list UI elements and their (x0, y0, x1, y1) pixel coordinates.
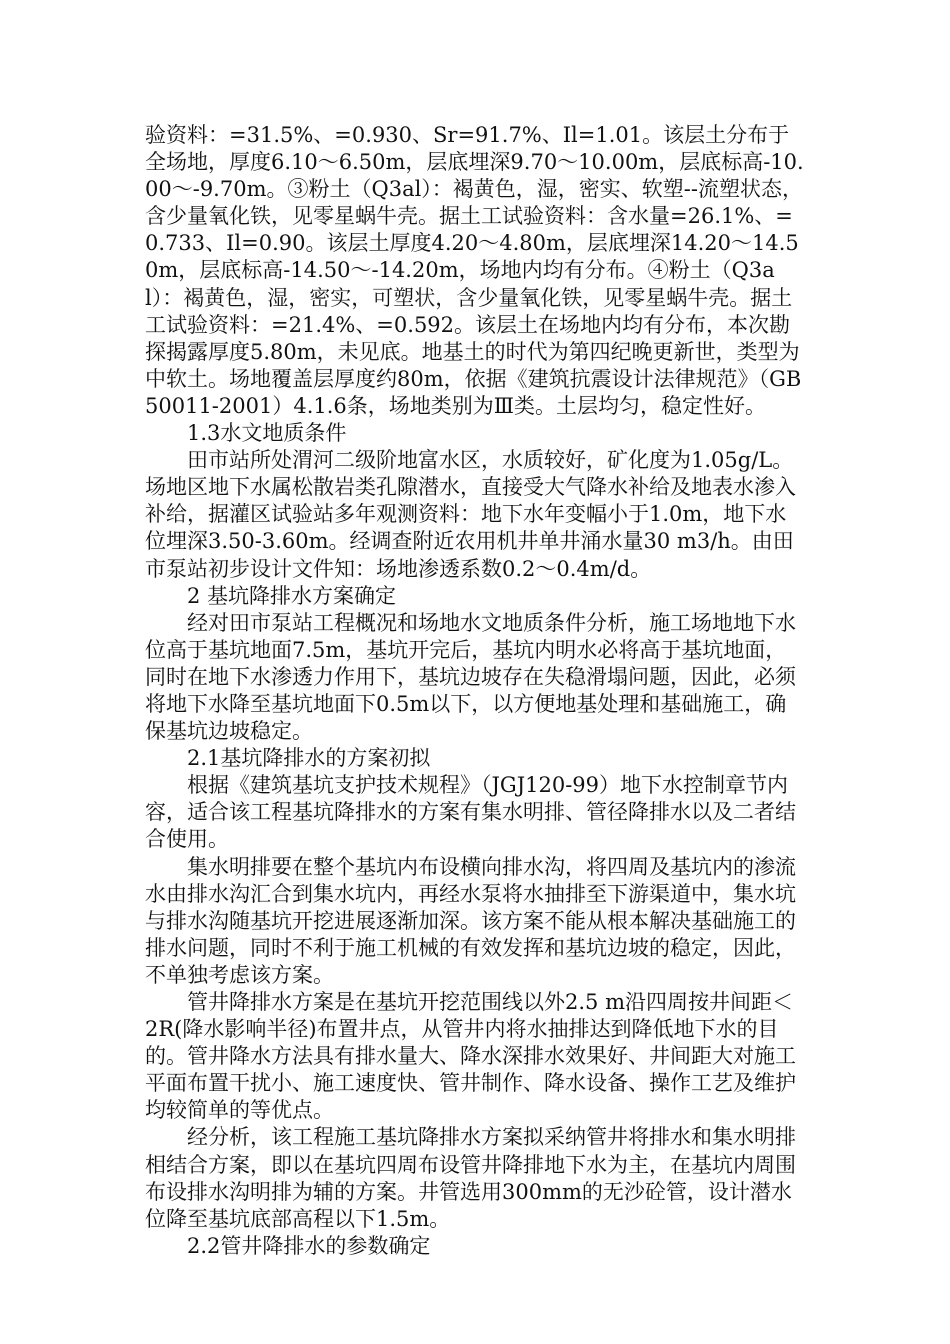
paragraph-analysis: 经对田市泵站工程概况和场地水文地质条件分析，施工场地地下水位高于基坑地面7.5m，基坑开完后，基坑内明水必将高于基坑地面，同时在地下水渗透力作用下，基坑边坡存在失稳滑塌问题，因此，必须将地下水降至基坑地面下0.5m以下，以方便地基处理和基础施工，确保基坑边坡稳定。 (145, 610, 796, 744)
section-heading-2: 2 基坑降排水方案确定 (187, 583, 397, 608)
paragraph-soil-layers: 验资料：=31.5%、=0.930、Sr=91.7%、Il=1.01。该层土分布于全场地，厚度6.10～6.50m，层底埋深9.70～10.00m，层底标高-10.00～-9.70m。③粉土（Q3al）：褐黄色，湿，密实、软塑--流塑状态，含少量氧化铁，见零星蜗牛壳。据土工试验资料：含水量=26.1%、=0.733、Il=0.90。该层土厚度4.20～4.80m，层底埋深14.20～14.50m，层底标高-14.50～-14.20m，场地内均有分布。④粉土（Q3al）：褐黄色，湿，密实，可塑状，含少量氧化铁，见零星蜗牛壳。据土工试验资料：=21.4%、=0.592。该层土在场地内均有分布，本次勘探揭露厚度5.80m，未见底。地基土的时代为第四纪晚更新世，类型为中软土。场地覆盖层厚度约80m，依据《建筑抗震设计法律规范》（GB50011-2001）4.1.6条，场地类别为Ⅲ类。土层均匀，稳定性好。 (145, 123, 804, 418)
paragraph-conclusion: 经分析，该工程施工基坑降排水方案拟采纳管井将排水和集水明排相结合方案，即以在基坑四周布设管井降排地下水为主，在基坑内周围布设排水沟明排为辅的方案。井管选用300mm的无沙砼管，设计潜水位降至基坑底部高程以下1.5m。 (145, 1125, 796, 1231)
paragraph-regulation: 根据《建筑基坑支护技术规程》（JGJ120-99）地下水控制章节内容，适合该工程基坑降排水的方案有集水明排、管径降排水以及二者结合使用。 (145, 773, 796, 852)
document-body (145, 122, 805, 1260)
section-heading-2-2: 2.2管井降排水的参数确定 (187, 1233, 431, 1258)
section-heading-1-3: 1.3水文地质条件 (187, 421, 347, 446)
section-heading-2-1: 2.1基坑降排水的方案初拟 (187, 746, 431, 771)
paragraph-open-drainage: 集水明排要在整个基坑内布设横向排水沟，将四周及基坑内的渗流水由排水沟汇合到集水坑内，再经水泵将水抽排至下游渠道中，集水坑与排水沟随基坑开挖进展逐渐加深。该方案不能从根本解决基础施工的排水问题，同时不利于施工机械的有效发挥和基坑边坡的稳定，因此，不单独考虑该方案。 (145, 854, 796, 987)
paragraph-hydrogeology: 田市站所处渭河二级阶地富水区，水质较好，矿化度为1.05g/L。场地区地下水属松散岩类孔隙潜水，直接受大气降水补给及地表水渗入补给，据灌区试验站多年观测资料：地下水年变幅小于1.0m，地下水位埋深3.50-3.60m。经调查附近农用机井单井涌水量30 m3/h。由田市泵站初步设计文件知：场地渗透系数0.2～0.4m/d。 (145, 448, 796, 581)
paragraph-well-drainage: 管井降排水方案是在基坑开挖范围线以外2.5 m沿四周按井间距＜2R(降水影响半径)布置井点，从管井内将水抽排达到降低地下水的目的。管井降水方法具有排水量大、降水深排水效果好、井间距大对施工平面布置干扰小、施工速度快、管井制作、降水设备、操作工艺及维护均较简单的等优点。 (145, 990, 796, 1123)
